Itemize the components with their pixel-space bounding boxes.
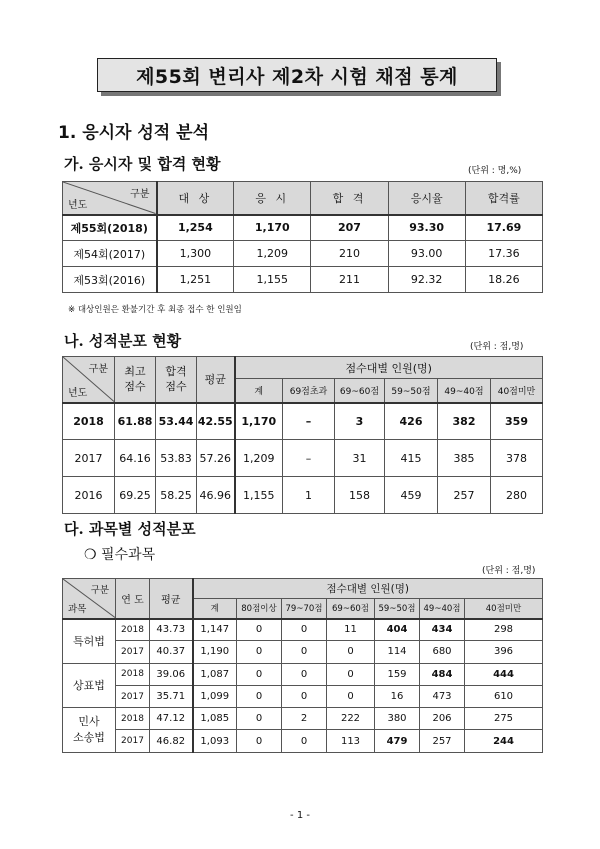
table-cell: 158: [335, 477, 385, 514]
table-cell: 1,251: [157, 267, 234, 293]
subsection-heading-na: 나. 성적분포 현황: [64, 332, 182, 350]
table-cell: 58.25: [156, 477, 197, 514]
table-cell: 298: [465, 619, 543, 641]
table-cell: 484: [420, 663, 465, 685]
table-cell: 1: [283, 477, 335, 514]
unit-label-na: (단위 : 점,명): [470, 342, 524, 352]
table-cell: 43.73: [150, 619, 193, 641]
page-number: - 1 -: [290, 810, 310, 821]
table-cell: 16: [375, 685, 420, 707]
table-cell: 1,099: [193, 685, 237, 707]
unit-label-da: (단위 : 점,명): [482, 566, 536, 576]
table-cell: 11: [327, 619, 375, 641]
table-cell: 396: [465, 641, 543, 663]
table-cell: 113: [327, 730, 375, 752]
table-cell: 17.36: [465, 241, 542, 267]
table-cell: 275: [465, 708, 543, 730]
table-row: [63, 685, 543, 707]
col-header-max: 최고 점수: [115, 357, 156, 403]
table-cell: 207: [311, 215, 388, 241]
table-cell: 1,093: [193, 730, 237, 752]
subsection-heading-da: 다. 과목별 성적분포: [64, 520, 196, 538]
table-cell: 61.88: [115, 403, 156, 440]
table-cell: 3: [335, 403, 385, 440]
table-cell: 57.26: [197, 440, 235, 477]
sub-header: 59~50점: [375, 599, 420, 619]
row-year: 2018: [116, 663, 150, 685]
table-cell: 1,147: [193, 619, 237, 641]
score-distribution-table: [62, 356, 543, 514]
row-year: 2017: [116, 730, 150, 752]
table-cell: 404: [375, 619, 420, 641]
table-row: [63, 619, 543, 641]
table-cell: 610: [465, 685, 543, 707]
table-cell: 206: [420, 708, 465, 730]
table-cell: 0: [237, 730, 282, 752]
table-cell: 380: [375, 708, 420, 730]
table-cell: 1,170: [235, 403, 283, 440]
table-cell: 244: [465, 730, 543, 752]
table-cell: 0: [282, 619, 327, 641]
sub-header: 79~70점: [282, 599, 327, 619]
table-cell: 415: [385, 440, 438, 477]
table-cell: 53.83: [156, 440, 197, 477]
table-cell: 159: [375, 663, 420, 685]
table-cell: 53.44: [156, 403, 197, 440]
table-row: [63, 267, 543, 293]
table-cell: –: [283, 403, 335, 440]
table-row: [63, 403, 543, 440]
row-header: 2018: [63, 403, 115, 440]
table-cell: 0: [282, 663, 327, 685]
table-cell: 1,170: [234, 215, 311, 241]
table-cell: 257: [438, 477, 491, 514]
table-row: [63, 215, 543, 241]
table-cell: 39.06: [150, 663, 193, 685]
table-row: [63, 477, 543, 514]
table-cell: 1,254: [157, 215, 234, 241]
table-cell: 257: [420, 730, 465, 752]
table-cell: 92.32: [388, 267, 465, 293]
table-row: [63, 708, 543, 730]
table-row: [63, 730, 543, 752]
table-cell: 0: [237, 619, 282, 641]
sub-header: 59~50점: [385, 379, 438, 403]
table-cell: 359: [491, 403, 543, 440]
table-cell: 210: [311, 241, 388, 267]
row-header: 2016: [63, 477, 115, 514]
table-cell: 1,190: [193, 641, 237, 663]
sub-header: 49~40점: [420, 599, 465, 619]
col-header-pass: 합격 점수: [156, 357, 197, 403]
col-header: 응시율: [388, 182, 465, 215]
table-cell: 93.30: [388, 215, 465, 241]
table-cell: 64.16: [115, 440, 156, 477]
table-cell: 0: [237, 708, 282, 730]
table-cell: 473: [420, 685, 465, 707]
table-cell: 69.25: [115, 477, 156, 514]
row-year: 2017: [116, 641, 150, 663]
table-cell: 280: [491, 477, 543, 514]
corner-header: 구분 년도: [63, 357, 115, 403]
sub-header: 69점초과: [283, 379, 335, 403]
row-header: 2017: [63, 440, 115, 477]
table-cell: 31: [335, 440, 385, 477]
col-header: 합격률: [465, 182, 542, 215]
table-cell: 46.82: [150, 730, 193, 752]
table-cell: 0: [327, 685, 375, 707]
sub-header: 69~60점: [327, 599, 375, 619]
table-cell: 222: [327, 708, 375, 730]
sub-header: 계: [193, 599, 237, 619]
table-cell: 35.71: [150, 685, 193, 707]
corner-header: 구분 년도: [63, 182, 157, 215]
table-cell: 1,085: [193, 708, 237, 730]
table-cell: 0: [237, 663, 282, 685]
subject-name: 민사 소송법: [63, 708, 116, 753]
table-cell: 46.96: [197, 477, 235, 514]
table-cell: 17.69: [465, 215, 542, 241]
table-cell: 0: [237, 641, 282, 663]
row-header: 제55회(2018): [63, 215, 157, 241]
sub-header: 계: [235, 379, 283, 403]
table-cell: 2: [282, 708, 327, 730]
col-header-avg: 평균: [197, 357, 235, 403]
table-cell: 114: [375, 641, 420, 663]
table-cell: 382: [438, 403, 491, 440]
table-cell: 0: [237, 685, 282, 707]
col-header-year: 연 도: [116, 579, 150, 619]
page-title: 제55회 변리사 제2차 시험 채점 통계: [97, 58, 497, 92]
table-cell: 1,087: [193, 663, 237, 685]
row-header: 제53회(2016): [63, 267, 157, 293]
table-cell: 459: [385, 477, 438, 514]
table-cell: 0: [282, 730, 327, 752]
unit-label-ga: (단위 : 명,%): [468, 166, 522, 176]
table-cell: –: [283, 440, 335, 477]
subject-name: 상표법: [63, 663, 116, 708]
row-year: 2018: [116, 619, 150, 641]
table-cell: 426: [385, 403, 438, 440]
table-cell: 680: [420, 641, 465, 663]
table-cell: 378: [491, 440, 543, 477]
col-header-avg: 평균: [150, 579, 193, 619]
row-year: 2018: [116, 708, 150, 730]
subject-name: 특허법: [63, 619, 116, 664]
table-cell: 385: [438, 440, 491, 477]
table-row: [63, 440, 543, 477]
col-header: 응 시: [234, 182, 311, 215]
table-row: [63, 641, 543, 663]
table-cell: 479: [375, 730, 420, 752]
table-row: [63, 241, 543, 267]
section-heading: 1. 응시자 성적 분석: [58, 123, 209, 143]
table-cell: 0: [327, 641, 375, 663]
table-cell: 0: [282, 641, 327, 663]
table-cell: 1,155: [235, 477, 283, 514]
sub-header: 49~40점: [438, 379, 491, 403]
table-cell: 42.55: [197, 403, 235, 440]
row-year: 2017: [116, 685, 150, 707]
footnote: ※ 대상인원은 환불기간 후 최종 접수 한 인원임: [68, 305, 242, 315]
table-cell: 434: [420, 619, 465, 641]
table-cell: 18.26: [465, 267, 542, 293]
table-cell: 211: [311, 267, 388, 293]
table-cell: 0: [282, 685, 327, 707]
table-row: [63, 663, 543, 685]
table-cell: 1,300: [157, 241, 234, 267]
table-cell: 1,209: [235, 440, 283, 477]
col-header: 합 격: [311, 182, 388, 215]
table-cell: 40.37: [150, 641, 193, 663]
col-group-header: 점수대별 인원(명): [235, 357, 543, 379]
sub-header: 40점미만: [491, 379, 543, 403]
sub-header: 69~60점: [335, 379, 385, 403]
table-cell: 444: [465, 663, 543, 685]
subsection-subheading: ❍ 필수과목: [84, 547, 156, 563]
table-cell: 47.12: [150, 708, 193, 730]
table-cell: 1,209: [234, 241, 311, 267]
col-group-header: 점수대별 인원(명): [193, 579, 543, 599]
sub-header: 40점미만: [465, 599, 543, 619]
row-header: 제54회(2017): [63, 241, 157, 267]
col-header: 대 상: [157, 182, 234, 215]
subsection-heading-ga: 가. 응시자 및 합격 현황: [64, 155, 221, 173]
table-cell: 1,155: [234, 267, 311, 293]
corner-header: 구분 과목: [63, 579, 116, 619]
table-cell: 0: [327, 663, 375, 685]
applicants-table: [62, 181, 543, 293]
table-cell: 93.00: [388, 241, 465, 267]
subject-distribution-table: [62, 578, 543, 753]
sub-header: 80점이상: [237, 599, 282, 619]
